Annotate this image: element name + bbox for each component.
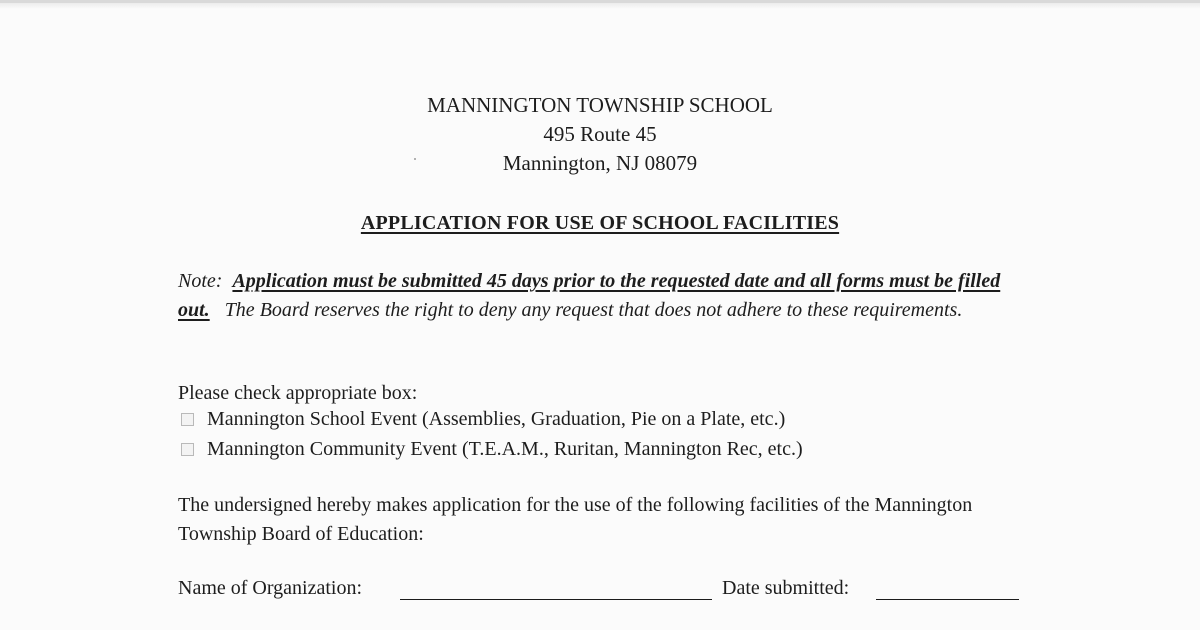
scan-shadow — [0, 3, 1200, 9]
checkbox-heading: Please check appropriate box: — [178, 382, 418, 404]
date-submitted-field[interactable] — [876, 575, 1019, 600]
note-rest: The Board reserves the right to deny any request that does not adhere to these requirements. — [224, 298, 963, 321]
note-paragraph — [178, 267, 1018, 324]
option-community-event[interactable] — [181, 435, 803, 463]
checkbox-school-event[interactable] — [181, 413, 194, 426]
school-name: MANNINGTON TOWNSHIP SCHOOL — [427, 93, 773, 117]
note-emphasis: Application must be submitted 45 days prior to the requested date and all forms must be filled out. — [178, 270, 1001, 321]
date-label: Date submitted: — [722, 577, 850, 599]
form-title-text: APPLICATION FOR USE OF SCHOOL FACILITIES — [360, 212, 840, 234]
checkbox-community-event[interactable] — [181, 443, 194, 456]
school-street: 495 Route 45 — [543, 122, 657, 146]
option-label: Mannington Community Event (T.E.A.M., Ruritan, Mannington Rec, etc.) — [207, 438, 803, 460]
school-header — [0, 91, 1200, 178]
organization-field[interactable] — [400, 575, 712, 600]
note-prefix: Note: — [178, 270, 223, 292]
form-title — [0, 212, 1200, 235]
option-school-event[interactable] — [181, 405, 785, 433]
organization-label: Name of Organization: — [178, 577, 363, 599]
school-city: Mannington, NJ 08079 — [502, 151, 698, 175]
application-paragraph: The undersigned hereby makes application for the use of the following facilities of the Mannington Township Board of Education: — [178, 494, 973, 545]
scan-speck — [414, 158, 416, 160]
option-label: Mannington School Event (Assemblies, Graduation, Pie on a Plate, etc.) — [207, 408, 786, 430]
